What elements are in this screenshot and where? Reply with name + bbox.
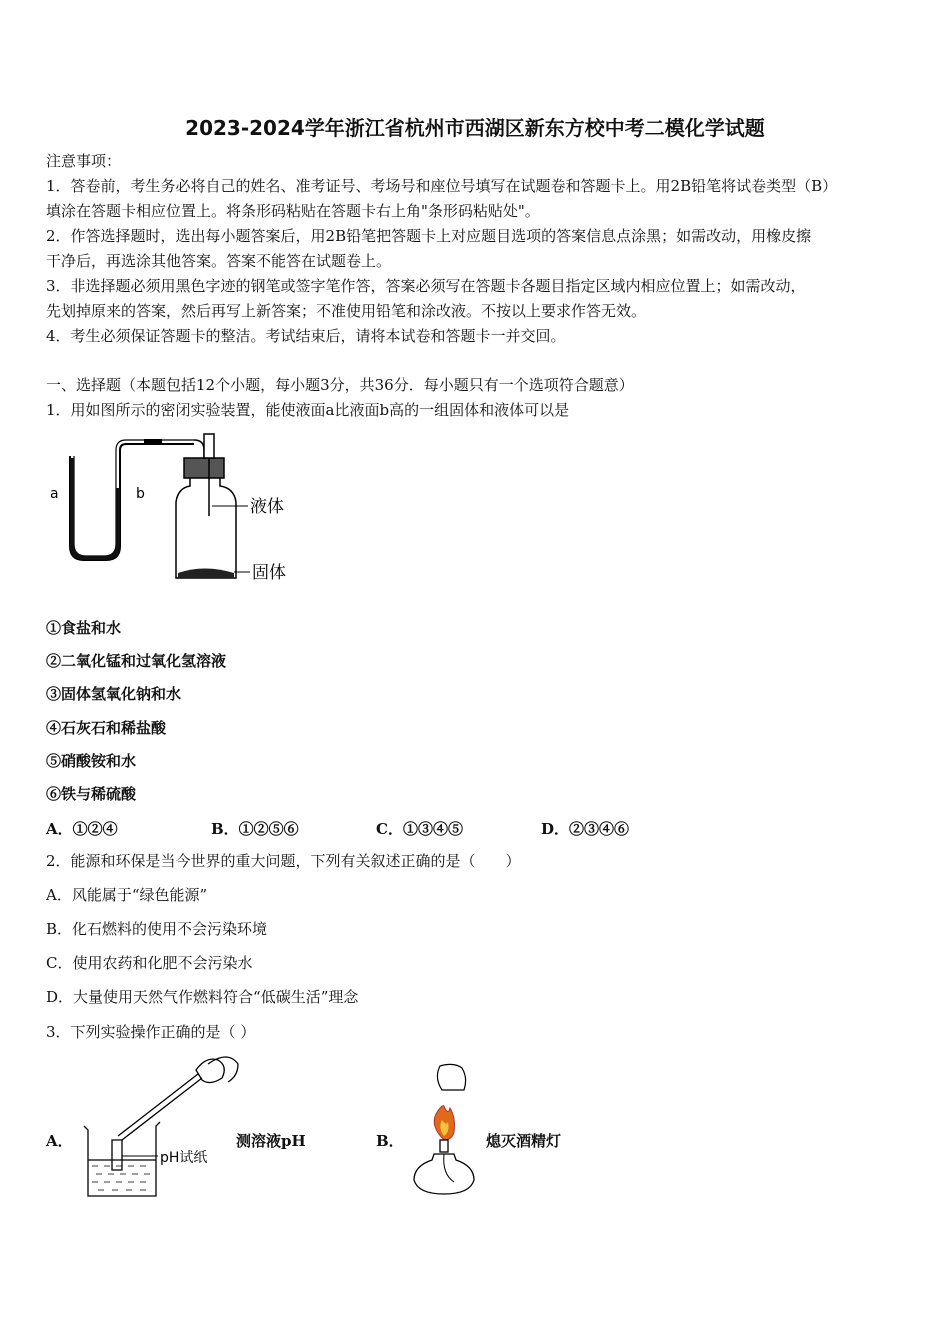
- question-3-stem: 3．下列实验操作正确的是（ ）: [46, 1023, 256, 1041]
- q1-item: ④石灰石和稀盐酸: [46, 719, 167, 737]
- question-2-stem: 2．能源和环保是当今世界的重大问题，下列有关叙述正确的是（ ）: [46, 852, 521, 870]
- q2-option-d[interactable]: D．大量使用天然气作燃料符合“低碳生活”理念: [46, 988, 359, 1006]
- q2-option-a[interactable]: A．风能属于“绿色能源”: [46, 886, 208, 904]
- q1-item: ①食盐和水: [46, 619, 122, 637]
- label-ph-paper: pH试纸: [160, 1150, 208, 1166]
- q3-option-b-letter[interactable]: B．: [376, 1132, 404, 1150]
- q3-option-b-caption: 熄灭酒精灯: [486, 1132, 562, 1150]
- notice-line: 4．考生必须保证答题卡的整洁。考试结束后，请将本试卷和答题卡一并交回。: [46, 327, 566, 345]
- q3-option-a-caption: 测溶液pH: [236, 1132, 306, 1150]
- notice-line: 2．作答选择题时，选出每小题答案后，用2B铅笔把答题卡上对应题目选项的答案信息点涂黑；如需改动，用橡皮擦: [46, 227, 812, 245]
- q1-option-b[interactable]: B．①②⑤⑥: [211, 820, 299, 838]
- rubber-connector: [144, 439, 162, 445]
- q1-item: ③固体氢氧化钠和水: [46, 685, 182, 703]
- notice-line: 干净后，再选涂其他答案。答案不能答在试题卷上。: [46, 252, 392, 270]
- q1-option-a[interactable]: A．①②④: [46, 820, 118, 838]
- notice-line: 1．答卷前，考生务必将自己的姓名、准考证号、考场号和座位号填写在试题卷和答题卡上。用2B铅笔将试卷类型（B）: [46, 177, 838, 195]
- notice-line: 3．非选择题必须用黑色字迹的钢笔或签字笔作答，答案必须写在答题卡各题目指定区域内相应位置上；如需改动，: [46, 277, 806, 295]
- lamp-body: [414, 1140, 474, 1194]
- page-title: 2023-2024学年浙江省杭州市西湖区新东方校中考二模化学试题: [185, 116, 765, 140]
- q1-item: ②二氧化锰和过氧化氢溶液: [46, 652, 227, 670]
- label-solid: 固体: [252, 563, 286, 583]
- q2-option-b[interactable]: B．化石燃料的使用不会污染环境: [46, 920, 268, 938]
- notice-line: 先划掉原来的答案，然后再写上新答案；不准使用铅笔和涂改液。不按以上要求作答无效。: [46, 302, 647, 320]
- ph-test-diagram: [78, 1052, 248, 1202]
- lamp-cap: [437, 1064, 465, 1090]
- sealed-apparatus-diagram: [44, 428, 314, 588]
- q1-option-c[interactable]: C．①③④⑤: [376, 820, 463, 838]
- question-1-stem: 1．用如图所示的密闭实验装置，能使液面a比液面b高的一组固体和液体可以是: [46, 401, 570, 419]
- notice-line: 填涂在答题卡相应位置上。将条形码粘贴在答题卡右上角"条形码粘贴处"。: [46, 202, 540, 220]
- label-a: a: [50, 486, 59, 502]
- alcohol-lamp-diagram: [404, 1062, 484, 1202]
- q1-option-d[interactable]: D．②③④⑥: [541, 820, 630, 838]
- label-b: b: [136, 486, 145, 502]
- section-heading: 一、选择题（本题包括12个小题，每小题3分，共36分．每小题只有一个选项符合题意）: [46, 376, 634, 394]
- q1-item: ⑤硝酸铵和水: [46, 752, 137, 770]
- notice-heading: 注意事项：: [46, 152, 122, 170]
- q3-option-a-letter[interactable]: A．: [46, 1132, 73, 1150]
- q2-option-c[interactable]: C．使用农药和化肥不会污染水: [46, 954, 253, 972]
- solid-sample: [178, 569, 234, 579]
- u-tube-liquid: [70, 458, 120, 560]
- q1-item: ⑥铁与稀硫酸: [46, 785, 137, 803]
- label-liquid: 液体: [250, 497, 284, 517]
